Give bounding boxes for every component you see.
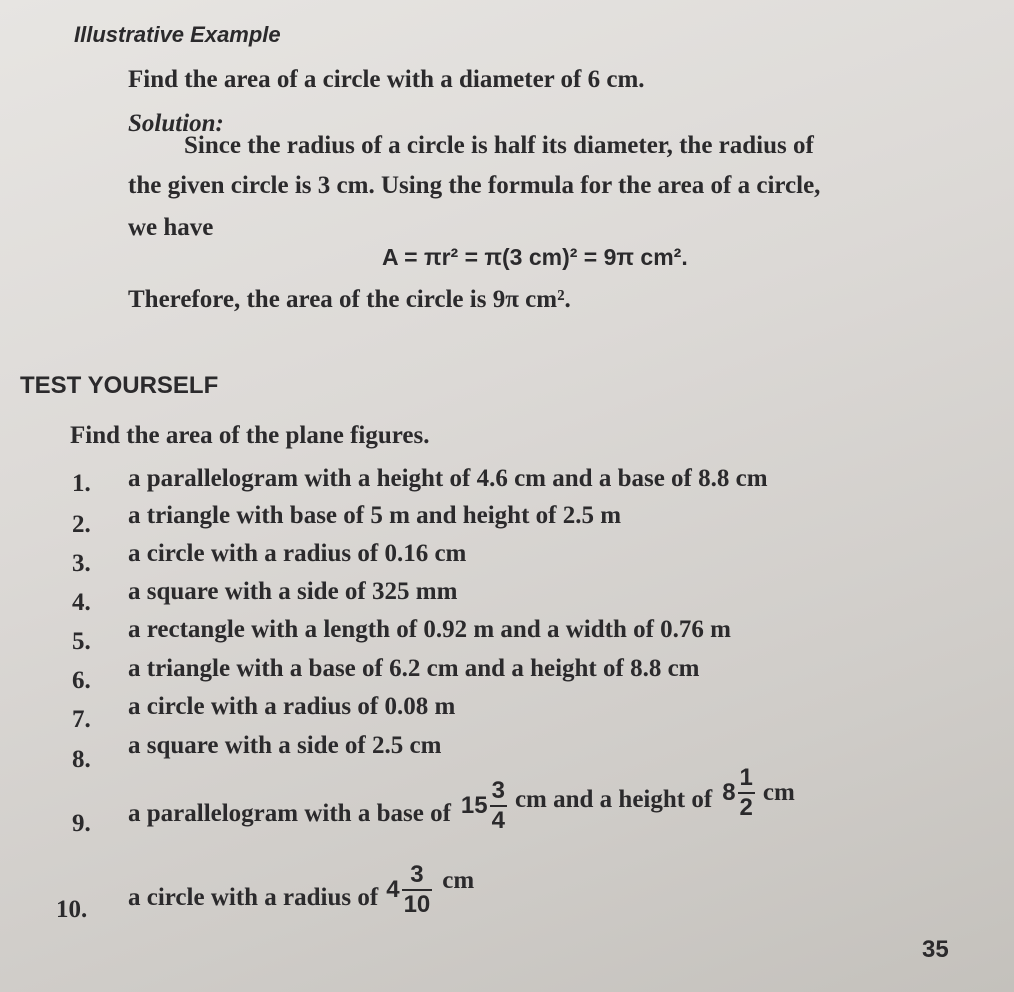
radius-mixed-number xyxy=(386,847,432,919)
exercise-item-9 xyxy=(128,758,795,834)
test-yourself-heading: TEST YOURSELF xyxy=(20,372,219,399)
exercise-item-10 xyxy=(128,848,474,918)
height-whole: 8 xyxy=(722,779,736,806)
item-number: 1. xyxy=(72,470,91,497)
item9-text-after: cm xyxy=(762,779,795,806)
test-instruction: Find the area of the plane figures. xyxy=(70,422,430,449)
example-conclusion: Therefore, the area of the circle is 9π cm². xyxy=(128,286,571,313)
item9-text-middle: cm and a height of xyxy=(514,786,713,813)
area-formula: A = πr² = π(3 cm)² = 9π cm². xyxy=(382,244,688,270)
exercise-item: a rectangle with a length of 0.92 m and a width of 0.76 m xyxy=(128,616,732,643)
base-mixed-number xyxy=(461,751,507,835)
item-number: 4. xyxy=(72,589,91,616)
base-numerator: 3 xyxy=(490,777,507,807)
base-fraction xyxy=(490,777,507,835)
example-heading: Illustrative Example xyxy=(74,22,281,47)
radius-fraction xyxy=(402,861,433,919)
base-denominator: 4 xyxy=(491,807,505,834)
item-number: 9. xyxy=(72,810,91,837)
radius-numerator: 3 xyxy=(402,861,433,891)
exercise-item: a square with a side of 325 mm xyxy=(128,578,458,605)
item-number: 2. xyxy=(72,511,91,538)
example-problem: Find the area of a circle with a diameter of 6 cm. xyxy=(128,66,645,93)
item-number: 7. xyxy=(72,706,91,733)
exercise-item: a triangle with a base of 6.2 cm and a height of 8.8 cm xyxy=(128,655,700,682)
height-fraction xyxy=(738,764,755,822)
solution-line-3: we have xyxy=(128,214,214,241)
item-number: 6. xyxy=(72,667,91,694)
exercise-item: a circle with a radius of 0.16 cm xyxy=(128,540,467,567)
height-numerator: 1 xyxy=(738,764,755,794)
item10-text-after: cm xyxy=(442,867,475,894)
base-whole: 15 xyxy=(460,792,488,819)
item9-text-before: a parallelogram with a base of xyxy=(128,800,451,827)
exercise-item: a circle with a radius of 0.08 m xyxy=(128,693,456,720)
item10-text-before: a circle with a radius of xyxy=(128,884,379,911)
item-number: 10. xyxy=(56,896,88,923)
exercise-item: a parallelogram with a height of 4.6 cm and a base of 8.8 cm xyxy=(128,465,768,492)
exercise-item: a square with a side of 2.5 cm xyxy=(128,732,442,759)
height-denominator: 2 xyxy=(739,794,753,821)
item-number: 8. xyxy=(72,746,91,773)
radius-whole: 4 xyxy=(386,876,400,903)
page-number: 35 xyxy=(922,936,949,963)
height-mixed-number xyxy=(722,764,755,822)
exercise-item: a triangle with base of 5 m and height of 2.5 m xyxy=(128,502,622,529)
solution-line-2: the given circle is 3 cm. Using the formula for the area of a circle, xyxy=(128,172,821,199)
item-number: 3. xyxy=(72,550,91,577)
item-number: 5. xyxy=(72,628,91,655)
solution-label: Solution: xyxy=(128,110,224,137)
solution-line-1: Since the radius of a circle is half its diameter, the radius of xyxy=(184,132,814,159)
radius-denominator: 10 xyxy=(403,891,431,918)
